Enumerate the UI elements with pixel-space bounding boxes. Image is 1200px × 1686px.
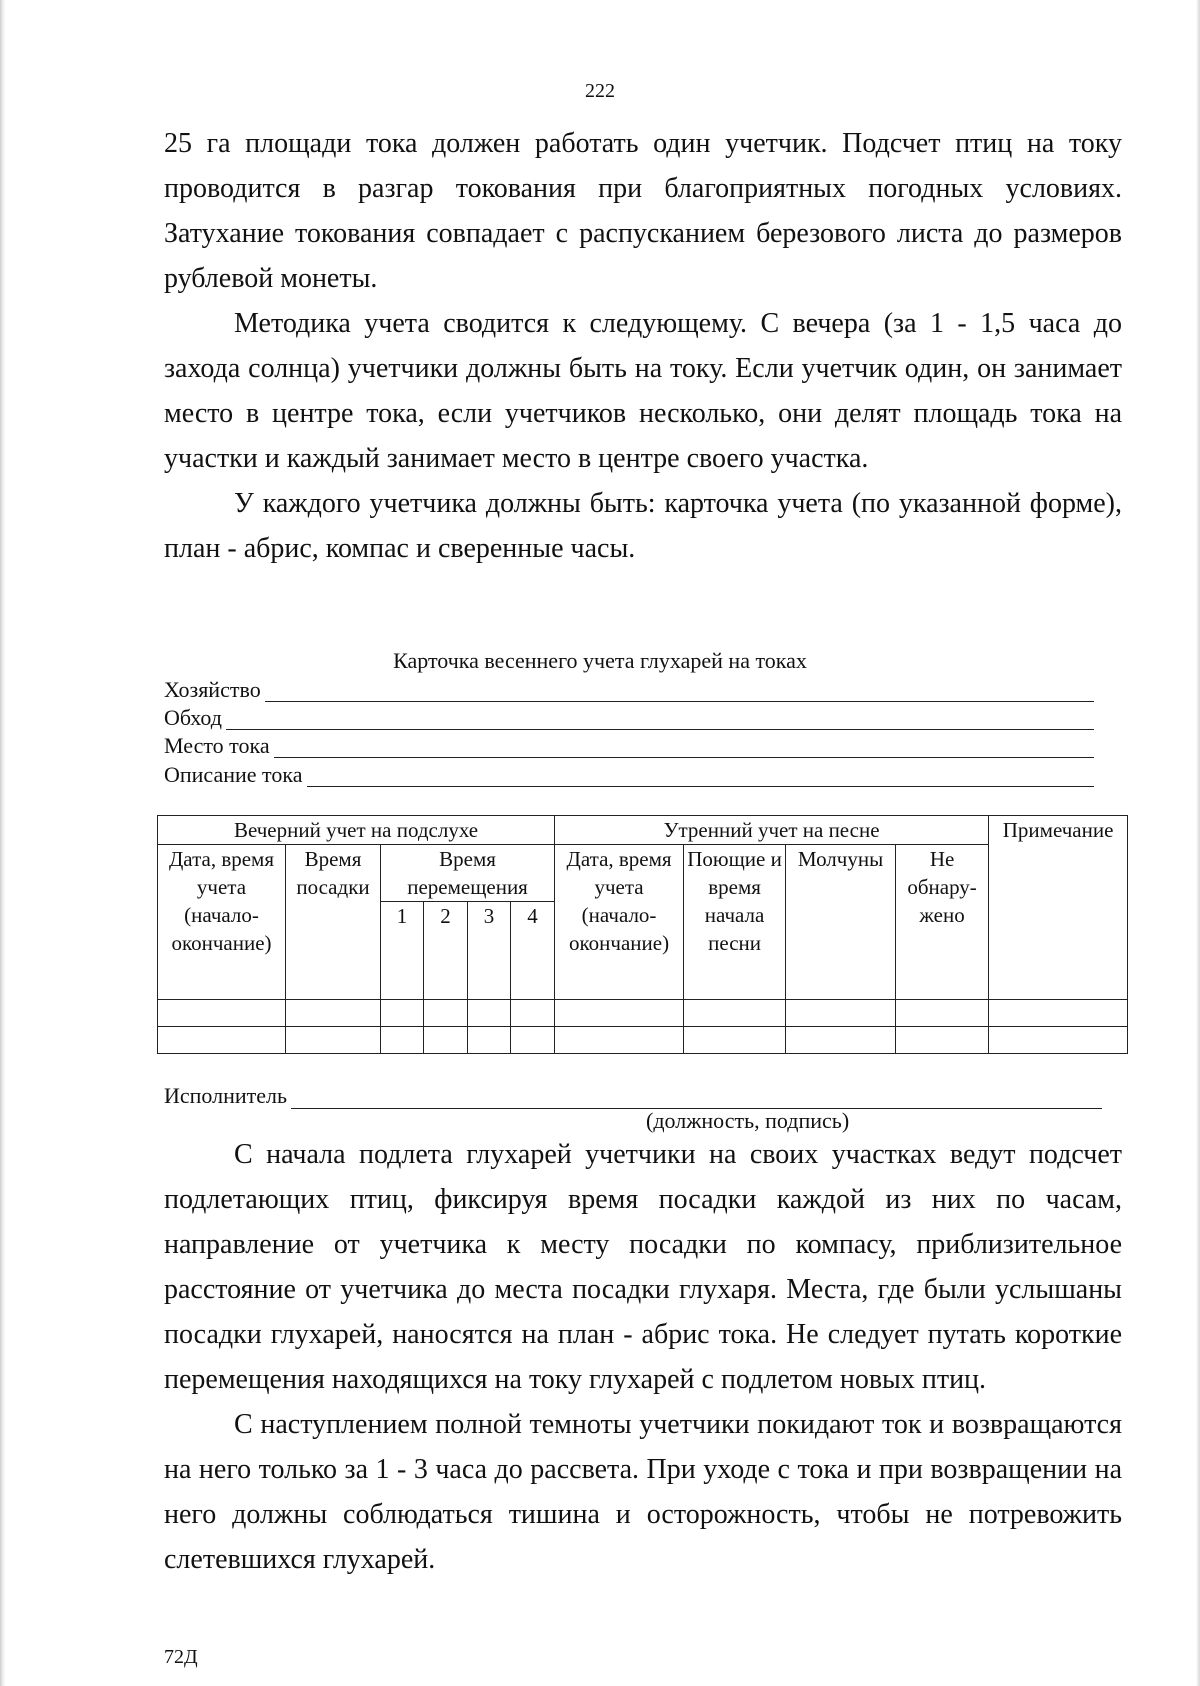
- header-evening-census: Вечерний учет на подслухе: [158, 816, 555, 845]
- header-not-found: Не обнару-жено: [896, 845, 989, 1000]
- census-card-table: [157, 815, 1128, 1054]
- header-movement-1: 1: [381, 902, 424, 1000]
- form-field-line: [274, 737, 1094, 758]
- table-row: [158, 1000, 1128, 1027]
- header-movement-2: 2: [424, 902, 468, 1000]
- header-date-time-morning: Дата, время учета (начало-окончание): [555, 845, 684, 1000]
- header-movement-4: 4: [511, 902, 555, 1000]
- table-header-row-1: [158, 816, 1128, 845]
- header-movement-3: 3: [468, 902, 511, 1000]
- header-notes: Примечание: [989, 816, 1128, 1000]
- executor-signature: [164, 1081, 1102, 1109]
- paragraph-3: У каждого учетчика должны быть: карточка учета (по указанной форме), план - абрис, компас и сверенные часы.: [164, 488, 1122, 564]
- form-field-round: [164, 703, 1094, 730]
- body-text-bottom: [164, 1132, 1122, 1582]
- header-morning-census: Утренний учет на песне: [555, 816, 989, 845]
- form-field-farm: [164, 675, 1094, 702]
- header-landing-time: Время посадки: [286, 845, 381, 1000]
- paragraph-1: 25 га площади тока должен работать один учетчик. Подсчет птиц на току проводится в разгар токования при благоприятных погодных условиях. Затухание токования совпадает с распусканием березового листа до размеров рублевой монеты.: [164, 128, 1122, 294]
- executor-label: Исполнитель: [164, 1083, 288, 1108]
- table-header-row-2: [158, 845, 1128, 902]
- footer-code: 72Д: [164, 1646, 198, 1668]
- form-field-lek-description: [164, 760, 1094, 787]
- header-singing: Поющие и время начала песни: [684, 845, 786, 1000]
- header-silent: Молчуны: [786, 845, 896, 1000]
- form-field-line: [265, 681, 1094, 702]
- table-row: [158, 1027, 1128, 1054]
- scan-edge-left: [0, 0, 6, 1686]
- page-number: 222: [585, 80, 615, 102]
- paragraph-5: С наступлением полной темноты учетчики покидают ток и возвращаются на него только за 1 - 3 часа до рассвета. При уходе с тока и при возвращении на него должны соблюдаться тишина и осторожность, чтобы не потревожить слетевшихся глухарей.: [164, 1409, 1122, 1575]
- form-field-label: Место тока: [164, 733, 270, 758]
- card-title: Карточка весеннего учета глухарей на токах: [393, 648, 807, 673]
- form-field-label: Обход: [164, 705, 222, 730]
- body-text-top: [164, 121, 1122, 571]
- executor-line: [291, 1088, 1102, 1109]
- paragraph-2: Методика учета сводится к следующему. С вечера (за 1 - 1,5 часа до захода солнца) учетчики должны быть на току. Если учетчик один, он занимает место в центре тока, если учетчиков несколько, они делят площадь тока на участки и каждый занимает место в центре своего участка.: [164, 308, 1122, 474]
- form-field-line: [226, 709, 1094, 730]
- header-date-time: Дата, время учета (начало-окончание): [158, 845, 286, 1000]
- paragraph-4: С начала подлета глухарей учетчики на своих участках ведут подсчет подлетающих птиц, фиксируя время посадки каждой из них по часам, направление от учетчика к месту посадки по компасу, приблизительное расстояние от учетчика до места посадки глухаря. Места, где были услышаны посадки глухарей, наносятся на план - абрис тока. Не следует путать короткие перемещения находящихся на току глухарей с подлетом новых птиц.: [164, 1139, 1122, 1395]
- form-field-label: Описание тока: [164, 762, 303, 787]
- executor-caption: (должность, подпись): [646, 1108, 850, 1133]
- form-field-label: Хозяйство: [164, 677, 261, 702]
- header-movement-time: Время перемещения: [381, 845, 555, 902]
- form-field-lek-location: [164, 731, 1094, 758]
- scan-edge-right: [1196, 0, 1200, 1686]
- form-field-line: [307, 766, 1095, 787]
